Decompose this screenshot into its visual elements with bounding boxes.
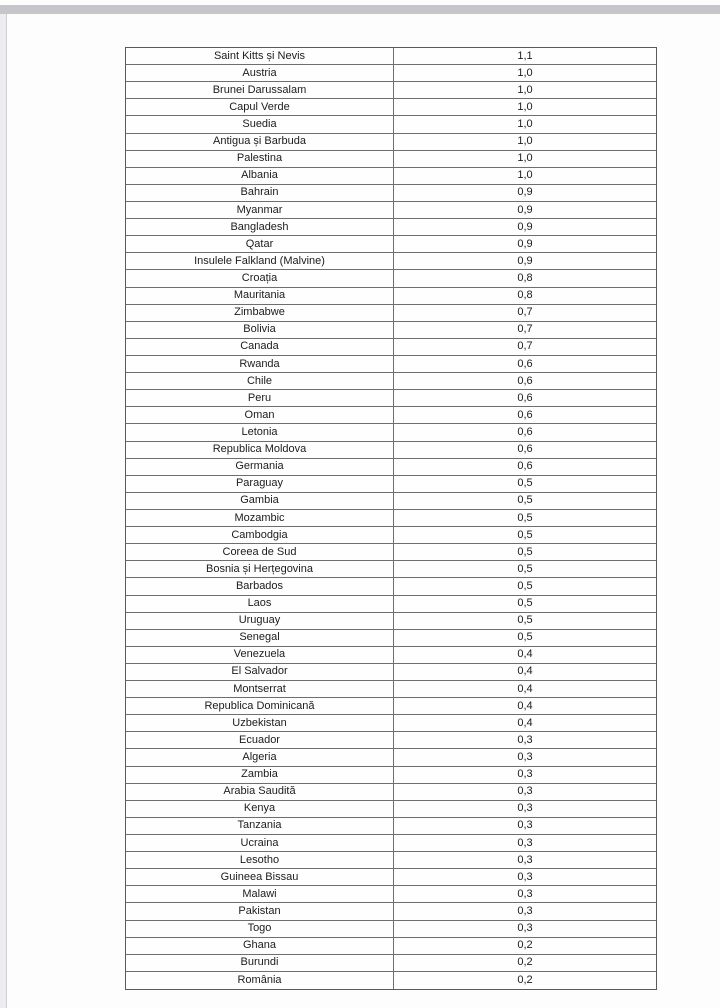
value-cell: 0,9 bbox=[517, 186, 533, 199]
value-cell: 0,3 bbox=[517, 751, 533, 764]
country-cell: Myanmar bbox=[126, 202, 394, 218]
value-cell: 0,9 bbox=[517, 203, 533, 216]
country-cell: Peru bbox=[126, 390, 394, 406]
table-row bbox=[126, 715, 656, 732]
table-row bbox=[126, 561, 656, 578]
country-cell: Paraguay bbox=[126, 476, 394, 492]
table-row bbox=[126, 168, 656, 185]
value-cell: 0,5 bbox=[517, 631, 533, 644]
table-row bbox=[126, 921, 656, 938]
country-cell: Oman bbox=[126, 407, 394, 423]
value-cell: 0,6 bbox=[517, 408, 533, 421]
table-row bbox=[126, 578, 656, 595]
value-cell: 1,0 bbox=[517, 66, 533, 79]
table-row bbox=[126, 219, 656, 236]
value-cell: 0,5 bbox=[517, 494, 533, 507]
table-row bbox=[126, 270, 656, 287]
table-row bbox=[126, 852, 656, 869]
table-row bbox=[126, 322, 656, 339]
value-cell: 0,6 bbox=[517, 357, 533, 370]
table-row bbox=[126, 151, 656, 168]
table-row bbox=[126, 544, 656, 561]
value-cell: 0,3 bbox=[517, 870, 533, 883]
table-row bbox=[126, 424, 656, 441]
country-cell: Uzbekistan bbox=[126, 715, 394, 731]
table-row bbox=[126, 972, 656, 989]
table-row bbox=[126, 818, 656, 835]
value-cell: 0,3 bbox=[517, 819, 533, 832]
table-row bbox=[126, 373, 656, 390]
country-cell: Algeria bbox=[126, 749, 394, 765]
page-left-edge bbox=[0, 14, 7, 1008]
value-cell: 0,3 bbox=[517, 905, 533, 918]
table-row bbox=[126, 596, 656, 613]
table-row bbox=[126, 65, 656, 82]
value-cell: 1,0 bbox=[517, 169, 533, 182]
value-cell: 1,0 bbox=[517, 135, 533, 148]
value-cell: 0,3 bbox=[517, 922, 533, 935]
table-row bbox=[126, 493, 656, 510]
table-row bbox=[126, 202, 656, 219]
table-row bbox=[126, 185, 656, 202]
table-row bbox=[126, 767, 656, 784]
value-cell: 0,6 bbox=[517, 443, 533, 456]
value-cell: 0,3 bbox=[517, 836, 533, 849]
country-cell: Cambodgia bbox=[126, 527, 394, 543]
value-cell: 1,1 bbox=[517, 49, 533, 62]
table-row bbox=[126, 476, 656, 493]
value-cell: 0,3 bbox=[517, 733, 533, 746]
country-cell: Bahrain bbox=[126, 185, 394, 201]
table-row bbox=[126, 664, 656, 681]
table-row bbox=[126, 784, 656, 801]
value-cell: 0,5 bbox=[517, 579, 533, 592]
country-cell: Rwanda bbox=[126, 356, 394, 372]
country-cell: Chile bbox=[126, 373, 394, 389]
country-cell: Republica Moldova bbox=[126, 442, 394, 458]
table-row bbox=[126, 356, 656, 373]
value-cell: 0,2 bbox=[517, 973, 533, 986]
value-cell: 0,7 bbox=[517, 340, 533, 353]
table-row bbox=[126, 442, 656, 459]
country-cell: Coreea de Sud bbox=[126, 544, 394, 560]
country-cell: Bangladesh bbox=[126, 219, 394, 235]
country-cell: Bolivia bbox=[126, 322, 394, 338]
table-row bbox=[126, 390, 656, 407]
value-cell: 0,5 bbox=[517, 614, 533, 627]
country-cell: Republica Dominicană bbox=[126, 698, 394, 714]
country-cell: Insulele Falkland (Malvine) bbox=[126, 253, 394, 269]
value-cell: 0,5 bbox=[517, 511, 533, 524]
value-cell: 0,4 bbox=[517, 716, 533, 729]
value-cell: 0,3 bbox=[517, 853, 533, 866]
country-value-table bbox=[125, 47, 657, 990]
table-row bbox=[126, 527, 656, 544]
country-cell: Lesotho bbox=[126, 852, 394, 868]
value-cell: 0,6 bbox=[517, 391, 533, 404]
country-cell: Austria bbox=[126, 65, 394, 81]
value-cell: 0,5 bbox=[517, 562, 533, 575]
table-row bbox=[126, 305, 656, 322]
table-row bbox=[126, 134, 656, 151]
value-cell: 0,9 bbox=[517, 220, 533, 233]
value-cell: 0,6 bbox=[517, 425, 533, 438]
table-row bbox=[126, 116, 656, 133]
value-cell: 1,0 bbox=[517, 152, 533, 165]
table-row bbox=[126, 886, 656, 903]
value-cell: 0,9 bbox=[517, 237, 533, 250]
country-cell: Venezuela bbox=[126, 647, 394, 663]
country-cell: Kenya bbox=[126, 801, 394, 817]
country-cell: Arabia Saudită bbox=[126, 784, 394, 800]
country-cell: Uruguay bbox=[126, 613, 394, 629]
country-cell: Antigua și Barbuda bbox=[126, 134, 394, 150]
country-cell: Tanzania bbox=[126, 818, 394, 834]
country-cell: Capul Verde bbox=[126, 99, 394, 115]
value-cell: 0,5 bbox=[517, 528, 533, 541]
table-row bbox=[126, 903, 656, 920]
value-cell: 0,5 bbox=[517, 597, 533, 610]
value-cell: 0,6 bbox=[517, 460, 533, 473]
value-cell: 0,4 bbox=[517, 648, 533, 661]
value-cell: 0,8 bbox=[517, 289, 533, 302]
country-cell: Gambia bbox=[126, 493, 394, 509]
country-cell: Guineea Bissau bbox=[126, 869, 394, 885]
value-cell: 0,4 bbox=[517, 682, 533, 695]
country-cell: Letonia bbox=[126, 424, 394, 440]
table-row bbox=[126, 938, 656, 955]
table-row bbox=[126, 253, 656, 270]
table-row bbox=[126, 835, 656, 852]
country-cell: Pakistan bbox=[126, 903, 394, 919]
table-row bbox=[126, 801, 656, 818]
country-cell: Mauritania bbox=[126, 288, 394, 304]
table-row bbox=[126, 48, 656, 65]
table-row bbox=[126, 732, 656, 749]
table-row bbox=[126, 459, 656, 476]
value-cell: 1,0 bbox=[517, 100, 533, 113]
table-row bbox=[126, 236, 656, 253]
value-cell: 0,4 bbox=[517, 699, 533, 712]
table-row bbox=[126, 630, 656, 647]
country-cell: Zambia bbox=[126, 767, 394, 783]
country-cell: Brunei Darussalam bbox=[126, 82, 394, 98]
country-cell: Zimbabwe bbox=[126, 305, 394, 321]
value-cell: 0,5 bbox=[517, 545, 533, 558]
table-row bbox=[126, 288, 656, 305]
table-row bbox=[126, 99, 656, 116]
value-cell: 0,3 bbox=[517, 768, 533, 781]
value-cell: 0,3 bbox=[517, 802, 533, 815]
country-cell: Canada bbox=[126, 339, 394, 355]
table-row bbox=[126, 698, 656, 715]
country-cell: Qatar bbox=[126, 236, 394, 252]
table-row bbox=[126, 613, 656, 630]
table-row bbox=[126, 647, 656, 664]
country-cell: Barbados bbox=[126, 578, 394, 594]
value-cell: 0,7 bbox=[517, 306, 533, 319]
country-cell: Malawi bbox=[126, 886, 394, 902]
country-cell: Saint Kitts și Nevis bbox=[126, 48, 394, 64]
country-cell: Mozambic bbox=[126, 510, 394, 526]
value-cell: 0,3 bbox=[517, 785, 533, 798]
country-cell: Ghana bbox=[126, 938, 394, 954]
country-cell: El Salvador bbox=[126, 664, 394, 680]
country-cell: România bbox=[126, 972, 394, 989]
country-cell: Burundi bbox=[126, 955, 394, 971]
value-cell: 1,0 bbox=[517, 83, 533, 96]
table-row bbox=[126, 407, 656, 424]
top-gray-band bbox=[0, 5, 720, 14]
country-cell: Germania bbox=[126, 459, 394, 475]
value-cell: 0,4 bbox=[517, 665, 533, 678]
country-cell: Togo bbox=[126, 921, 394, 937]
table-row bbox=[126, 510, 656, 527]
table-row bbox=[126, 869, 656, 886]
value-cell: 0,9 bbox=[517, 254, 533, 267]
table-row bbox=[126, 681, 656, 698]
value-cell: 0,7 bbox=[517, 323, 533, 336]
value-cell: 0,3 bbox=[517, 887, 533, 900]
country-cell: Albania bbox=[126, 168, 394, 184]
country-cell: Ecuador bbox=[126, 732, 394, 748]
country-cell: Ucraina bbox=[126, 835, 394, 851]
country-cell: Montserrat bbox=[126, 681, 394, 697]
country-cell: Senegal bbox=[126, 630, 394, 646]
country-cell: Croația bbox=[126, 270, 394, 286]
country-cell: Suedia bbox=[126, 116, 394, 132]
country-cell: Bosnia și Herțegovina bbox=[126, 561, 394, 577]
value-cell: 0,5 bbox=[517, 477, 533, 490]
value-cell: 0,8 bbox=[517, 271, 533, 284]
table-row bbox=[126, 339, 656, 356]
country-cell: Laos bbox=[126, 596, 394, 612]
value-cell: 1,0 bbox=[517, 117, 533, 130]
table-row bbox=[126, 82, 656, 99]
table-row bbox=[126, 955, 656, 972]
country-cell: Palestina bbox=[126, 151, 394, 167]
table-row bbox=[126, 749, 656, 766]
value-cell: 0,2 bbox=[517, 956, 533, 969]
value-cell: 0,6 bbox=[517, 374, 533, 387]
value-cell: 0,2 bbox=[517, 939, 533, 952]
